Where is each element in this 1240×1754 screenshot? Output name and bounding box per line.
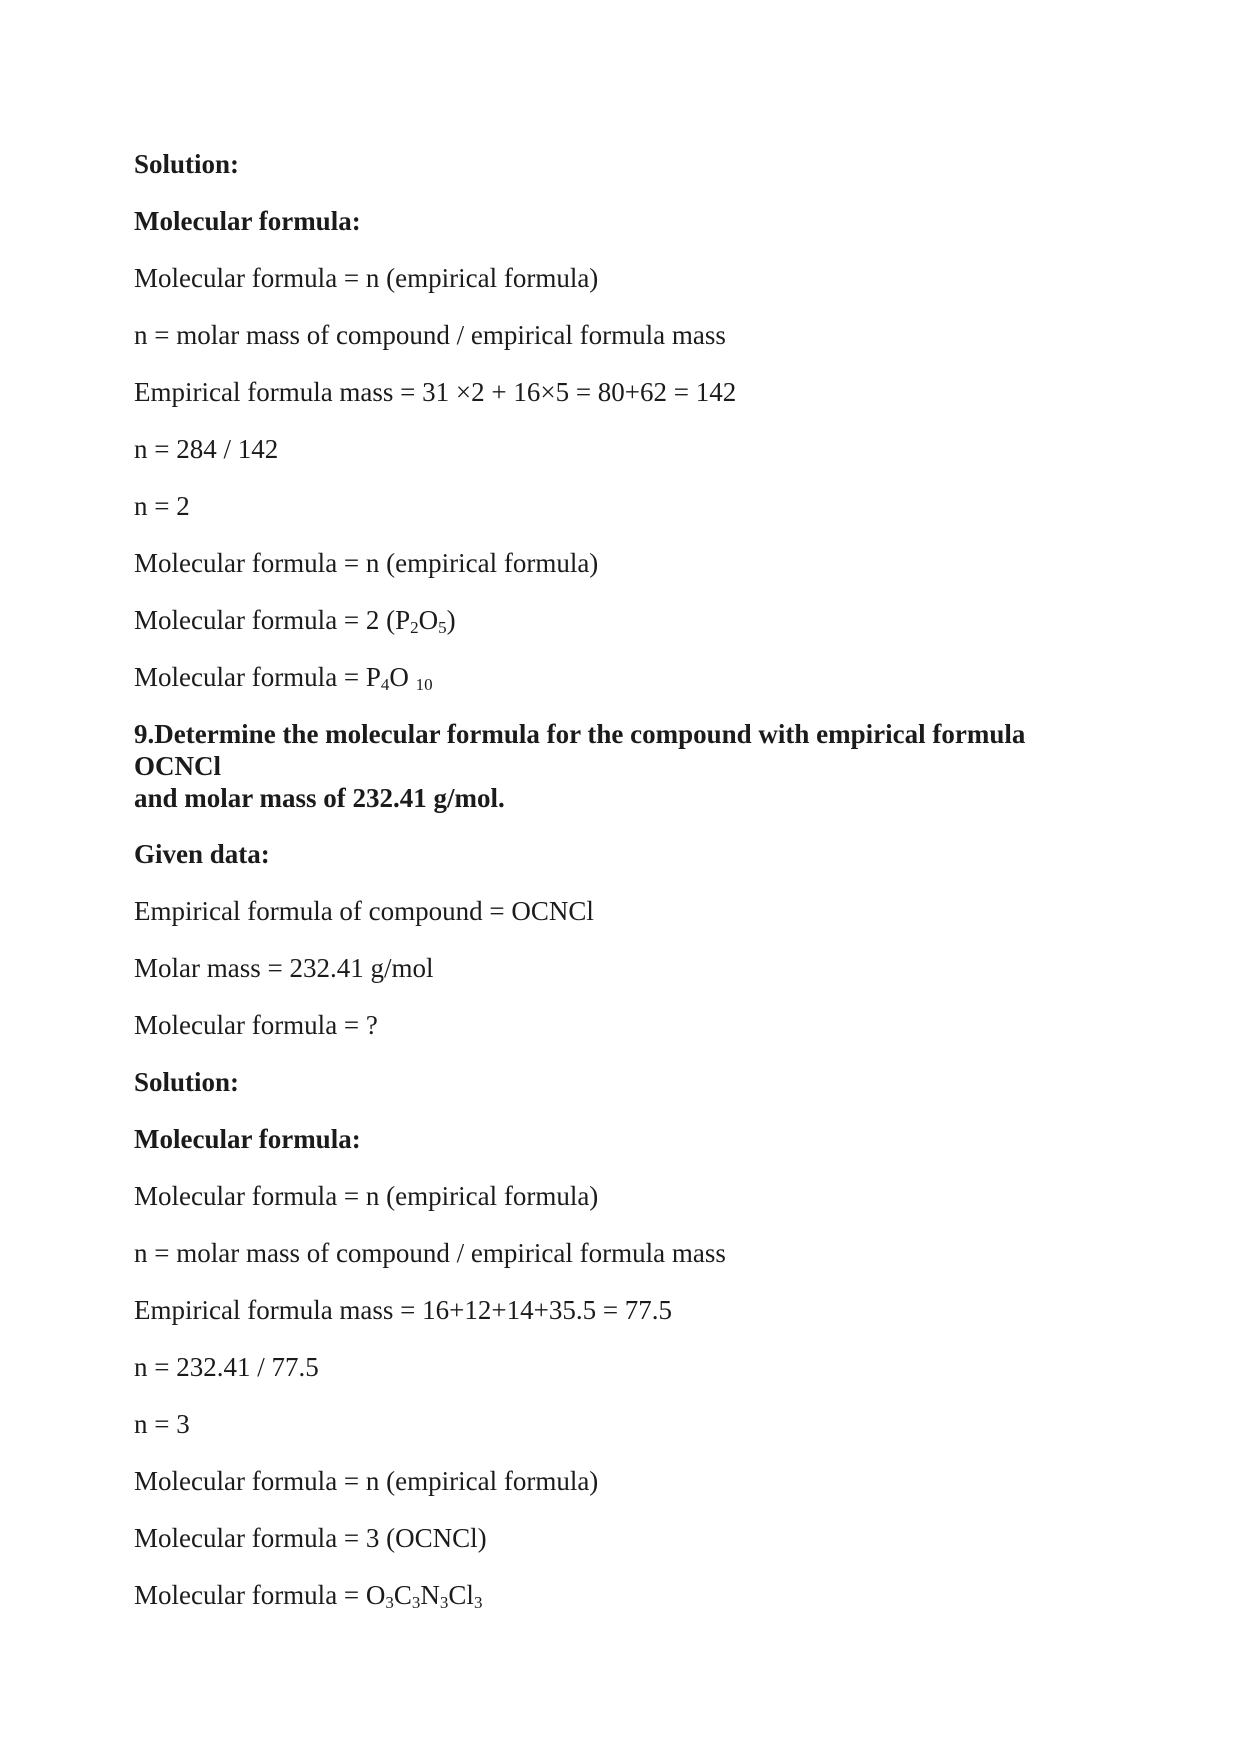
- subscript: 5: [438, 617, 447, 637]
- body-line: [134, 1009, 1110, 1042]
- text-segment: Cl: [448, 1580, 474, 1610]
- text-segment: Molecular formula = ?: [134, 1010, 378, 1040]
- text-segment: Empirical formula mass = 31 ×2 + 16×5 = 80+62 = 142: [134, 377, 737, 407]
- text-segment: ): [446, 605, 456, 635]
- subscript: 4: [380, 674, 390, 694]
- text-segment: 9.Determine the molecular formula for the compound with empirical formula OCNCl: [134, 719, 1033, 781]
- text-segment: Given data:: [134, 839, 270, 869]
- text-segment: O: [418, 605, 439, 635]
- text-segment: Molecular formula = O: [134, 1580, 386, 1610]
- text-segment: Molecular formula = n (empirical formula): [134, 1181, 599, 1211]
- body-line: [134, 1579, 1110, 1612]
- section-label: [134, 205, 1110, 238]
- body-line: [134, 1294, 1110, 1327]
- text-segment: Molecular formula:: [134, 206, 361, 236]
- body-line: [134, 490, 1110, 523]
- body-line: [134, 1351, 1110, 1384]
- body-line: [134, 319, 1110, 352]
- body-line: [134, 895, 1110, 928]
- section-label: [134, 148, 1110, 181]
- body-line: [134, 661, 1110, 694]
- text-segment: Molecular formula = n (empirical formula): [134, 263, 599, 293]
- text-segment: Empirical formula mass = 16+12+14+35.5 = 77.5: [134, 1295, 673, 1325]
- text-segment: Empirical formula of compound = OCNCl: [134, 896, 594, 926]
- text-segment: Molecular formula = n (empirical formula): [134, 548, 599, 578]
- section-label: [134, 838, 1110, 871]
- text-segment: and molar mass of 232.41 g/mol.: [134, 783, 505, 813]
- body-line: [134, 547, 1110, 580]
- text-segment: Molecular formula = n (empirical formula): [134, 1466, 599, 1496]
- section-label: [134, 1066, 1110, 1099]
- text-segment: O: [389, 662, 416, 692]
- text-segment: n = 284 / 142: [134, 434, 279, 464]
- body-line: [134, 433, 1110, 466]
- text-segment: Molecular formula = 2 (P: [134, 605, 411, 635]
- body-line: [134, 952, 1110, 985]
- text-segment: Solution:: [134, 149, 240, 179]
- text-segment: Solution:: [134, 1067, 240, 1097]
- question-heading: [134, 718, 1034, 814]
- subscript: 10: [415, 674, 433, 694]
- body-line: [134, 1237, 1110, 1270]
- body-line: [134, 1408, 1110, 1441]
- text-segment: n = 2: [134, 491, 190, 521]
- body-line: [134, 1465, 1110, 1498]
- text-segment: n = 3: [134, 1409, 190, 1439]
- subscript: 3: [411, 1592, 421, 1612]
- document-body: [134, 148, 1110, 1612]
- text-segment: Molecular formula = 3 (OCNCl): [134, 1523, 487, 1553]
- subscript: 3: [473, 1592, 483, 1612]
- subscript: 2: [410, 617, 419, 637]
- text-segment: Molar mass = 232.41 g/mol: [134, 953, 434, 983]
- section-label: [134, 1123, 1110, 1156]
- text-segment: n = molar mass of compound / empirical formula mass: [134, 1238, 726, 1268]
- body-line: [134, 604, 1110, 637]
- body-line: [134, 376, 1110, 409]
- text-segment: Molecular formula = P: [134, 662, 381, 692]
- text-segment: n = 232.41 / 77.5: [134, 1352, 319, 1382]
- subscript: 3: [385, 1592, 394, 1612]
- body-line: [134, 262, 1110, 295]
- text-segment: n = molar mass of compound / empirical formula mass: [134, 320, 726, 350]
- text-segment: Molecular formula:: [134, 1124, 361, 1154]
- text-segment: C: [393, 1580, 412, 1610]
- text-segment: N: [420, 1580, 440, 1610]
- body-line: [134, 1522, 1110, 1555]
- subscript: 3: [439, 1592, 449, 1612]
- body-line: [134, 1180, 1110, 1213]
